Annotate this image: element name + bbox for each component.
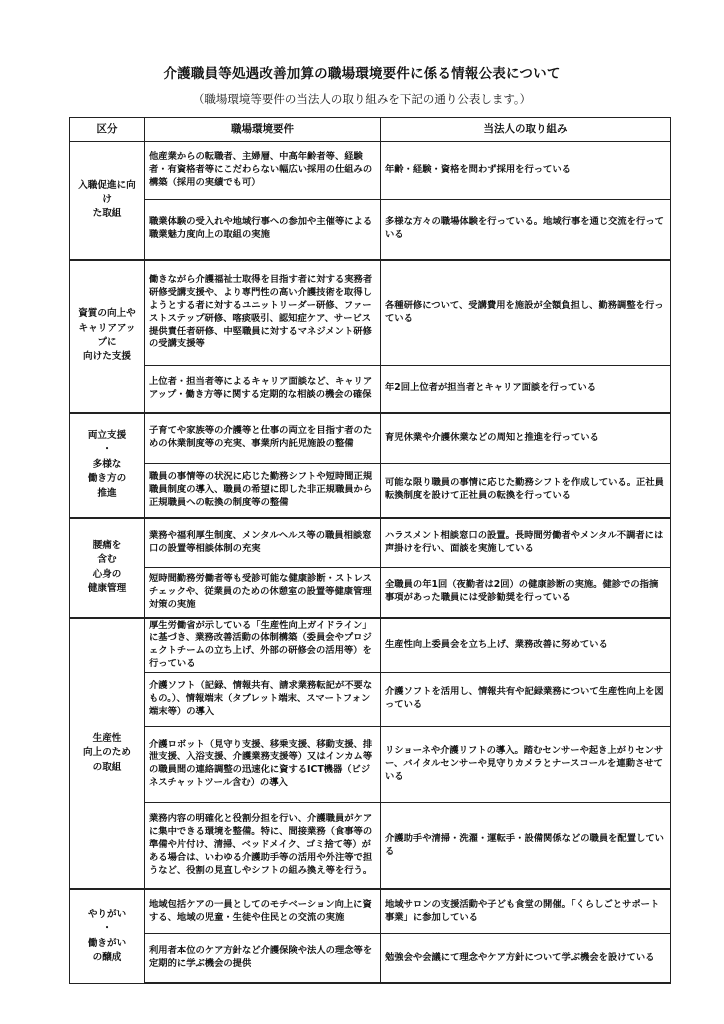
category-line: ・ xyxy=(102,444,112,456)
requirement-cell: 他産業からの転職者、主婦層、中高年齢者等、経験者・有資格者等にこだわらない幅広い採用の仕組みの構築（採用の実績でも可） xyxy=(145,142,381,200)
category-cell xyxy=(70,618,145,890)
action-cell: 介護ソフトを活用し、情報共有や記録業務について生産性向上を図っている xyxy=(381,672,671,726)
table-row xyxy=(70,672,671,726)
table-row xyxy=(70,200,671,260)
table-row xyxy=(70,518,671,568)
category-line: 含む xyxy=(97,554,117,566)
action-cell: ハラスメント相談窓口の設置。長時間労働者やメンタル不調者には声掛けを行い、面談を実施している xyxy=(381,518,671,568)
table-row xyxy=(70,933,671,983)
table-row xyxy=(70,568,671,618)
table-row xyxy=(70,802,671,889)
table-row xyxy=(70,260,671,366)
action-cell: 可能な限り職員の事情に応じた勤務シフトを作成している。正社員転換制度を設けて正社員の転換を行っている xyxy=(381,464,671,518)
category-line: の取組 xyxy=(92,761,122,773)
action-cell: 勉強会や会議にて理念やケア方針について学ぶ機会を設けている xyxy=(381,933,671,983)
category-cell xyxy=(70,260,145,413)
category-line: 入職促進に向け xyxy=(78,179,136,206)
table-row xyxy=(70,889,671,933)
table-row xyxy=(70,618,671,673)
requirement-cell: 職員の事情等の状況に応じた勤務シフトや短時間正規職員制度の導入、職員の希望に即した非正規職員から正規職員への転換の制度等の整備 xyxy=(145,464,381,518)
requirement-cell: 業務内容の明確化と役割分担を行い、介護職員がケアに集中できる環境を整備。特に、間接業務（食事等の準備や片付け、清掃、ベッドメイク、ゴミ捨て等）がある場合は、いわゆる介護助手等の活用や外注等で担うなど、役割の見直しやシフトの組み換え等を行う。 xyxy=(145,802,381,889)
category-line: 腰痛を xyxy=(92,539,122,551)
category-line: た取組 xyxy=(92,208,122,220)
category-cell xyxy=(70,413,145,518)
requirement-cell: 地域包括ケアの一員としてのモチベーション向上に資する、地域の児童・生徒や住民との交流の実施 xyxy=(145,889,381,933)
requirement-cell: 上位者・担当者等によるキャリア面談など、キャリアアップ・働き方等に関する定期的な相談の機会の確保 xyxy=(145,366,381,413)
requirement-cell: 職業体験の受入れや地域行事への参加や主催等による職業魅力度向上の取組の実施 xyxy=(145,200,381,260)
requirement-cell: 働きながら介護福祉士取得を目指す者に対する実務者研修受講支援や、より専門性の高い介護技術を取得しようとする者に対するユニットリーダー研修、ファーストステップ研修、喀痰吸引、認知症ケア、サービス提供責任者研修、中堅職員に対するマネジメント研修の受講支援等 xyxy=(145,260,381,366)
action-cell: 多様な方々の職場体験を行っている。地域行事を通じ交流を行っている xyxy=(381,200,671,260)
action-cell: 介護助手や清掃・洗濯・運転手・設備関係などの職員を配置している xyxy=(381,802,671,889)
header-action: 当法人の取り組み xyxy=(381,118,671,142)
category-line: 資質の向上や xyxy=(78,308,136,320)
action-cell: 生産性向上委員会を立ち上げ、業務改善に努めている xyxy=(381,618,671,673)
category-line: 向けた支援 xyxy=(83,351,131,363)
requirement-cell: 介護ロボット（見守り支援、移乗支援、移動支援、排泄支援、入浴支援、介護業務支援等）又はインカム等の職員間の連絡調整の迅速化に資するICT機器（ビジネスチャットツール含む）の導入 xyxy=(145,726,381,802)
header-requirement: 職場環境要件 xyxy=(145,118,381,142)
category-line: キャリアアップに xyxy=(78,322,136,348)
requirement-cell: 子育てや家族等の介護等と仕事の両立を目指す者のための休業制度等の充実、事業所内託児施設の整備 xyxy=(145,413,381,464)
table-row xyxy=(70,366,671,413)
table-row xyxy=(70,413,671,464)
category-line: 働きがい xyxy=(87,937,127,949)
page-title: 介護職員等処遇改善加算の職場環境要件に係る情報公表について xyxy=(163,66,561,82)
requirements-table xyxy=(69,117,671,984)
action-cell: 地域サロンの支援活動や子ども食堂の開催。「くらしごとサポート事業」に参加している xyxy=(381,889,671,933)
action-cell: 全職員の年1回（夜勤者は2回）の健康診断の実施。健診での指摘事項があった職員には受診勧奨を行っている xyxy=(381,568,671,618)
requirement-cell: 利用者本位のケア方針など介護保険や法人の理念等を定期的に学ぶ機会の提供 xyxy=(145,933,381,983)
category-cell xyxy=(70,142,145,260)
category-line: 生産性 xyxy=(92,732,122,744)
table-row xyxy=(70,726,671,802)
category-line: やりがい xyxy=(87,908,127,920)
action-cell: 年2回上位者が担当者とキャリア面談を行っている xyxy=(381,366,671,413)
header-category: 区分 xyxy=(70,118,145,142)
category-line: 両立支援 xyxy=(87,430,127,442)
requirement-cell: 厚生労働省が示している「生産性向上ガイドライン」に基づき、業務改善活動の体制構築（委員会やプロジェクトチームの立ち上げ、外部の研修会の活用等）を行っている xyxy=(145,618,381,673)
category-line: 働き方の xyxy=(87,473,127,485)
category-line: の醸成 xyxy=(92,951,122,963)
action-cell: 育児休業や介護休業などの周知と推進を行っている xyxy=(381,413,671,464)
requirement-cell: 介護ソフト（記録、情報共有、請求業務転記が不要なもの。）、情報端末（タブレット端末、スマートフォン端末等）の導入 xyxy=(145,672,381,726)
requirement-cell: 業務や福利厚生制度、メンタルヘルス等の職員相談窓口の設置等相談体制の充実 xyxy=(145,518,381,568)
category-line: 心身の xyxy=(92,568,122,580)
category-line: 多様な xyxy=(92,458,122,470)
category-line: 推進 xyxy=(97,487,117,499)
category-line: 健康管理 xyxy=(87,582,127,594)
action-cell: リショーネや介護リフトの導入。踏むセンサーや起き上がりセンサー、バイタルセンサーや見守りカメラとナースコールを連動させている xyxy=(381,726,671,802)
requirement-cell: 短時間勤務労働者等も受診可能な健康診断・ストレスチェックや、従業員のための休憩室の設置等健康管理対策の実施 xyxy=(145,568,381,618)
category-line: ・ xyxy=(102,923,112,935)
table-header-row xyxy=(70,118,671,142)
category-cell xyxy=(70,889,145,983)
page-subtitle: （職場環境等要件の当法人の取り組みを下記の通り公表します。） xyxy=(192,92,532,106)
table-row xyxy=(70,464,671,518)
table-row xyxy=(70,142,671,200)
action-cell: 年齢・経験・資格を問わず採用を行っている xyxy=(381,142,671,200)
category-line: 向上のため xyxy=(83,747,131,759)
action-cell: 各種研修について、受講費用を施設が全額負担し、勤務調整を行っている xyxy=(381,260,671,366)
category-cell xyxy=(70,518,145,618)
